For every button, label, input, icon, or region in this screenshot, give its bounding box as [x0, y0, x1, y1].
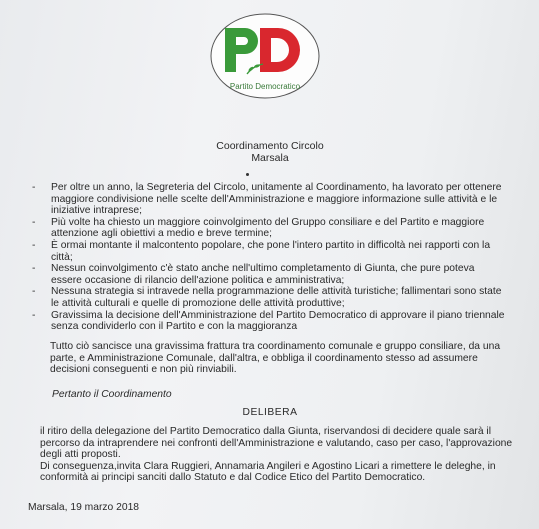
logo-caption: Partito Democratico	[229, 82, 301, 91]
heading-line-1: Coordinamento Circolo	[216, 140, 324, 152]
list-item: - Per oltre un anno, la Segreteria del Circolo, unitamente al Coordinamento, ha lavorato per ottenere maggiore condivisione nelle scelte dell'Amministrazione e maggiore informazione sulle attività e le iniziative intraprese;	[32, 182, 502, 217]
list-item: - Più volte ha chiesto un maggiore coinvolgimento del Gruppo consiliare e del Partito e maggiore attenzione agli obiettivi a medio e breve termine;	[32, 216, 485, 240]
paragraph-ritiro: il ritiro della delegazione del Partito Democratico dalla Giunta, riservandosi di decidere quale sarà il percorso da intraprendere nei confronti dell'Amministrazione e valutando, caso per caso, l'approvazione degli atti proposti.	[40, 426, 513, 461]
separator-dot	[246, 173, 249, 176]
document-date: Marsala, 19 marzo 2018	[28, 502, 140, 513]
partito-democratico-logo	[207, 12, 323, 100]
delibera-heading: DELIBERA	[242, 407, 298, 418]
paragraph-deleghe: Di conseguenza,invita Clara Ruggieri, Annamaria Angileri e Agostino Licari a rimettere le deleghe, in conformità ai principi sanciti dallo Statuto e dal Codice Etico del Partito Democratico.	[40, 460, 496, 484]
list-item: - Nessuna strategia si intravede nella programmazione delle attività turistiche; fallimentari sono state le attività culturali e quelle di promozione delle attività produttive;	[32, 286, 502, 309]
heading-line-2: Marsala	[251, 152, 289, 164]
paragraph-frattura: Tutto ciò sancisce una gravissima frattura tra coordinamento comunale e gruppo consiliare, da una parte, e Amministrazione Comunale, dall'altra, e obbliga il coordinamento stesso ad assumere decisioni conseguenti e non più rinviabili.	[50, 341, 501, 376]
deliberation-text	[40, 426, 520, 484]
list-item: - Nessun coinvolgimento c'è stato anche nell'ultimo completamento di Giunta, che pure poteva essere occasione di rilancio dell'azione politica e amministrativa;	[32, 263, 475, 286]
document-heading	[170, 140, 370, 164]
list-item: - È ormai montante il malcontento popolare, che pone l'intero partito in difficoltà nei rapporti con la città;	[32, 239, 491, 263]
bullet-list	[30, 182, 508, 333]
list-item: - Gravissima la decisione dell'Amministrazione del Partito Democratico di approvare il piano triennale senza condividerlo con il Partito e con la maggioranza	[32, 309, 505, 333]
pertanto-line: Pertanto il Coordinamento	[52, 389, 172, 400]
